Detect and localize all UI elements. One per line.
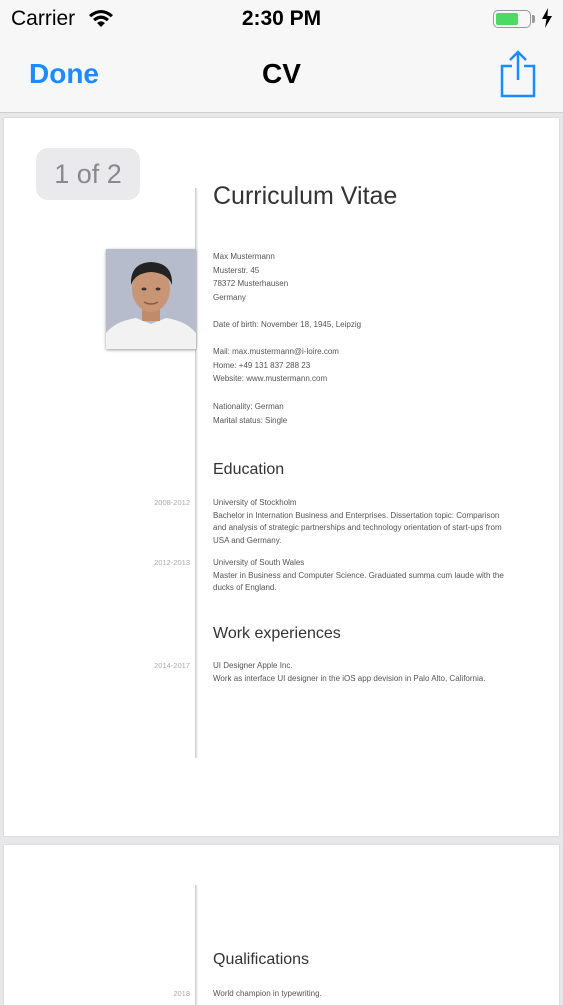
education-heading: Education [213,461,285,478]
page-title: CV [262,58,301,89]
address-block [213,250,288,304]
qualifications-heading: Qualifications [213,951,310,968]
battery-icon [493,10,531,28]
share-icon[interactable] [498,50,538,98]
education-description: Master in Business and Computer Science. Graduated summa cum laude with the ducks of England. [213,570,504,592]
birth-info [213,318,361,332]
work-years: 2014-2017 [154,661,190,670]
address-line: Germany [213,292,246,302]
battery-cap [532,15,535,23]
work-role: UI Designer Apple Inc. [213,661,293,670]
contact-phone: Home: +49 131 837 288 23 [213,360,311,370]
education-entry [213,497,513,547]
birth-line: Date of birth: November 18, 1945, Leipzig [213,320,362,329]
status-bar [0,0,563,38]
page-indicator [36,148,140,200]
contact-mail: Mail: max.mustermann@i-loire.com [213,347,339,356]
address-line: 78372 Musterhausen [213,279,289,288]
marital-status: Marital status: Single [213,415,288,425]
profile-photo [106,249,196,349]
contact-website: Website: www.mustermann.com [213,374,328,383]
navigation-bar [0,38,563,113]
personal-block [213,400,287,427]
work-heading: Work experiences [213,625,341,642]
address-line: Musterstr. 45 [213,265,260,275]
document-page-2 [4,845,559,1005]
education-school: University of Stockholm [213,498,297,507]
done-button[interactable]: Done [29,58,99,89]
work-description: Work as interface UI designer in the iOS app devision in Palo Alto, California. [213,673,486,683]
education-description: Bachelor in Internation Business and Enterprises. Dissertation topic: Comparison and analysis of strategic partnerships and technology orientation of start-ups from USA and Germany. [213,510,502,545]
battery-level [496,13,518,25]
nationality: Nationality: German [213,402,284,411]
carrier-label: Carrier [11,7,76,30]
contact-block [213,345,339,386]
qualification-year: 2018 [173,989,190,998]
education-school: University of South Wales [213,558,305,567]
charging-bolt-icon [541,8,553,28]
page-indicator-label: 1 of 2 [54,159,122,189]
document-page-1 [4,118,559,836]
column-divider [195,885,198,1005]
education-years: 2008-2012 [154,498,190,507]
clock: 2:30 PM [241,7,322,30]
education-years: 2012-2013 [154,558,190,567]
work-entry [213,660,513,685]
address-line: Max Mustermann [213,252,275,261]
qualification-entry: World champion in typewriting. [213,989,322,998]
cv-title: Curriculum Vitae [213,182,398,210]
education-entry [213,557,513,595]
